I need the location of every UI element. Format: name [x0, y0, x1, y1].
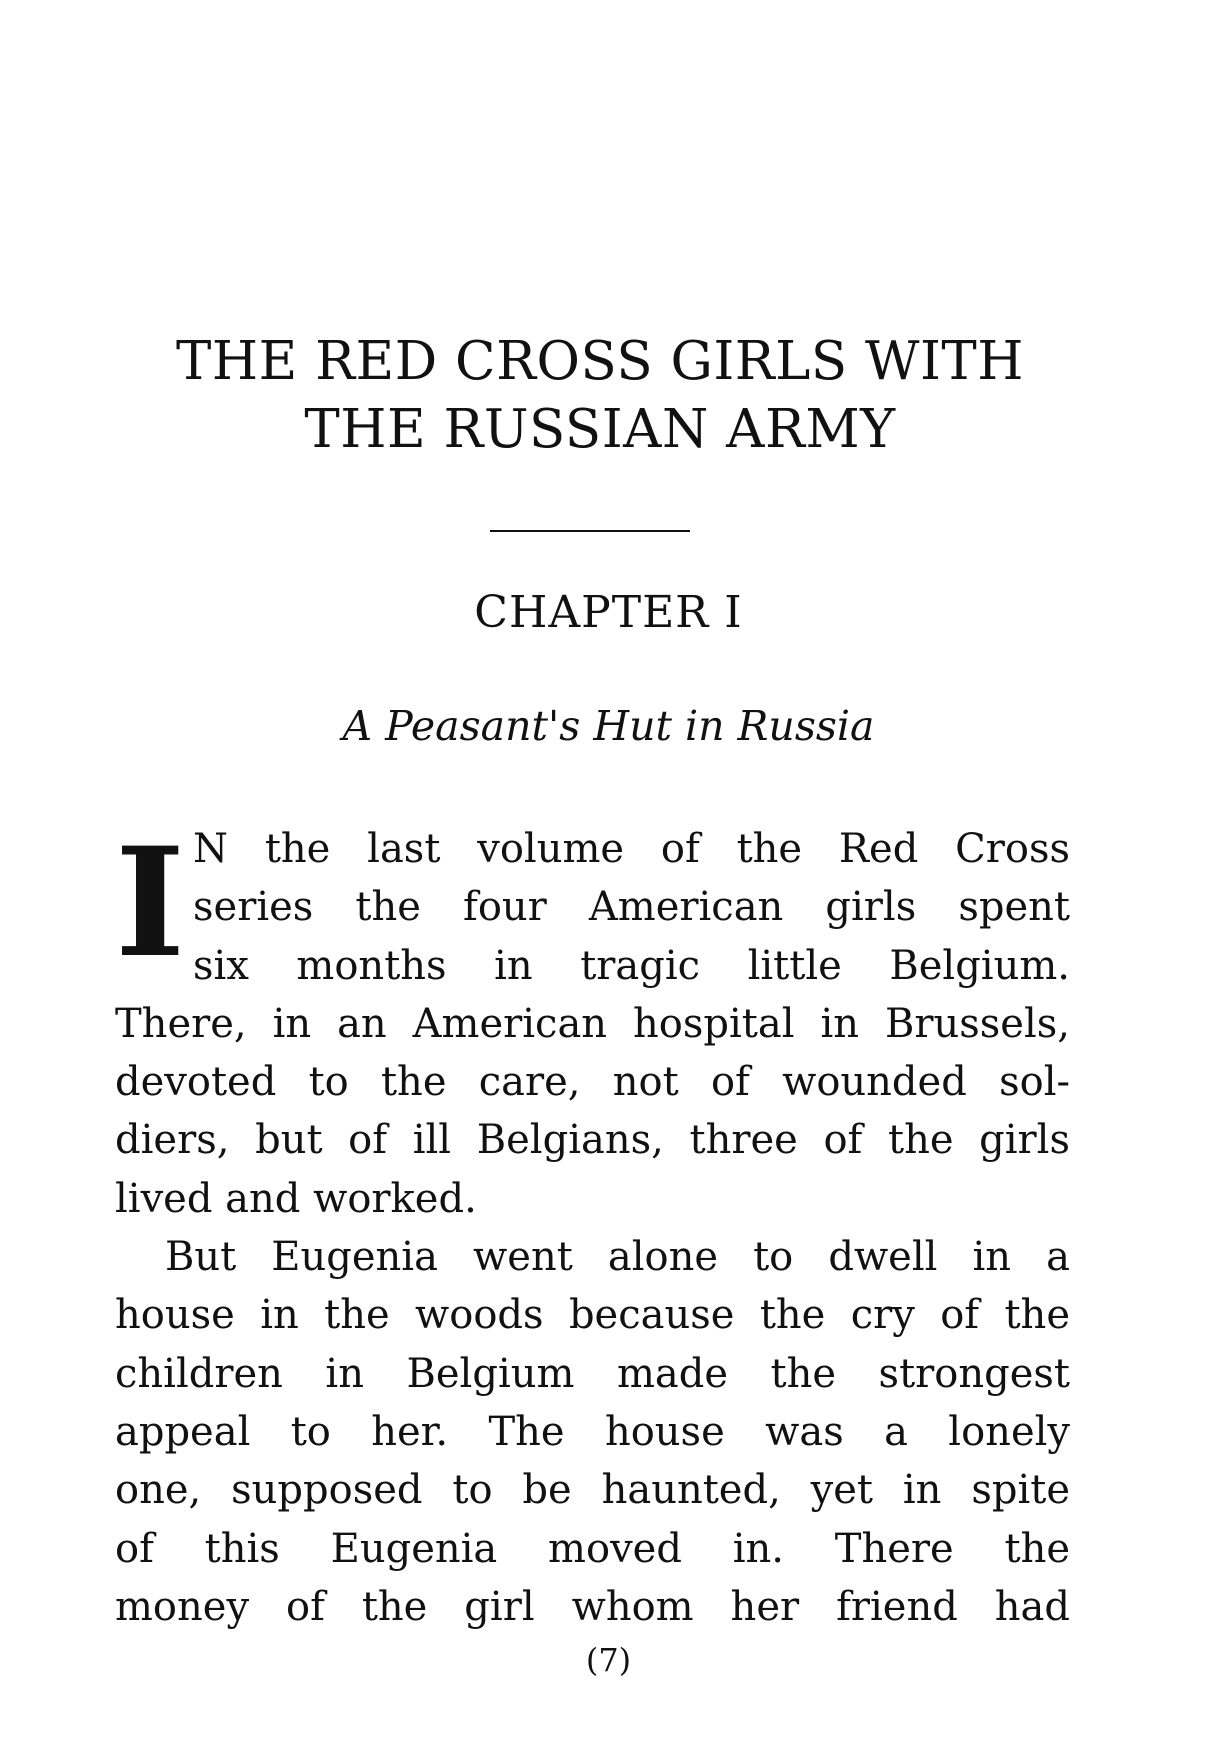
- paragraph-line: house in the woods because the cry of the: [115, 1292, 1070, 1339]
- book-title: [80, 328, 1120, 464]
- book-title-line-1: THE RED CROSS GIRLS WITH: [176, 331, 1024, 392]
- chapter-body: [115, 815, 1070, 1636]
- paragraph-line: of this Eugenia moved in. There the: [115, 1525, 1070, 1572]
- chapter-subtitle: A Peasant's Hut in Russia: [342, 702, 875, 750]
- paragraph-line: money of the girl whom her friend had: [115, 1583, 1070, 1630]
- paragraph-line: diers, but of ill Belgians, three of the girls: [115, 1117, 1070, 1164]
- paragraph-line: devoted to the care, not of wounded sol-: [115, 1059, 1070, 1106]
- paragraph-line: one, supposed to be haunted, yet in spite: [115, 1467, 1070, 1514]
- paragraph-line: But Eugenia went alone to dwell in a: [165, 1234, 1070, 1281]
- paragraph-line: lived and worked.: [115, 1175, 477, 1222]
- paragraph-1: [115, 815, 1070, 1228]
- paragraph-line: children in Belgium made the strongest: [115, 1350, 1070, 1397]
- paragraph-line: series the four American girls spent: [193, 884, 1070, 931]
- paragraph-2: [115, 1228, 1070, 1636]
- paragraph-line: N the last volume of the Red Cross: [193, 826, 1070, 872]
- title-divider: [490, 530, 690, 532]
- drop-cap: I: [115, 815, 186, 991]
- chapter-heading: CHAPTER I: [474, 587, 743, 638]
- book-title-line-2: THE RUSSIAN ARMY: [304, 399, 896, 460]
- paragraph-line: appeal to her. The house was a lonely: [115, 1408, 1070, 1455]
- paragraph-line: There, in an American hospital in Brussels,: [115, 1000, 1070, 1047]
- page-number: (7): [585, 1641, 632, 1679]
- paragraph-line: six months in tragic little Belgium.: [193, 942, 1070, 989]
